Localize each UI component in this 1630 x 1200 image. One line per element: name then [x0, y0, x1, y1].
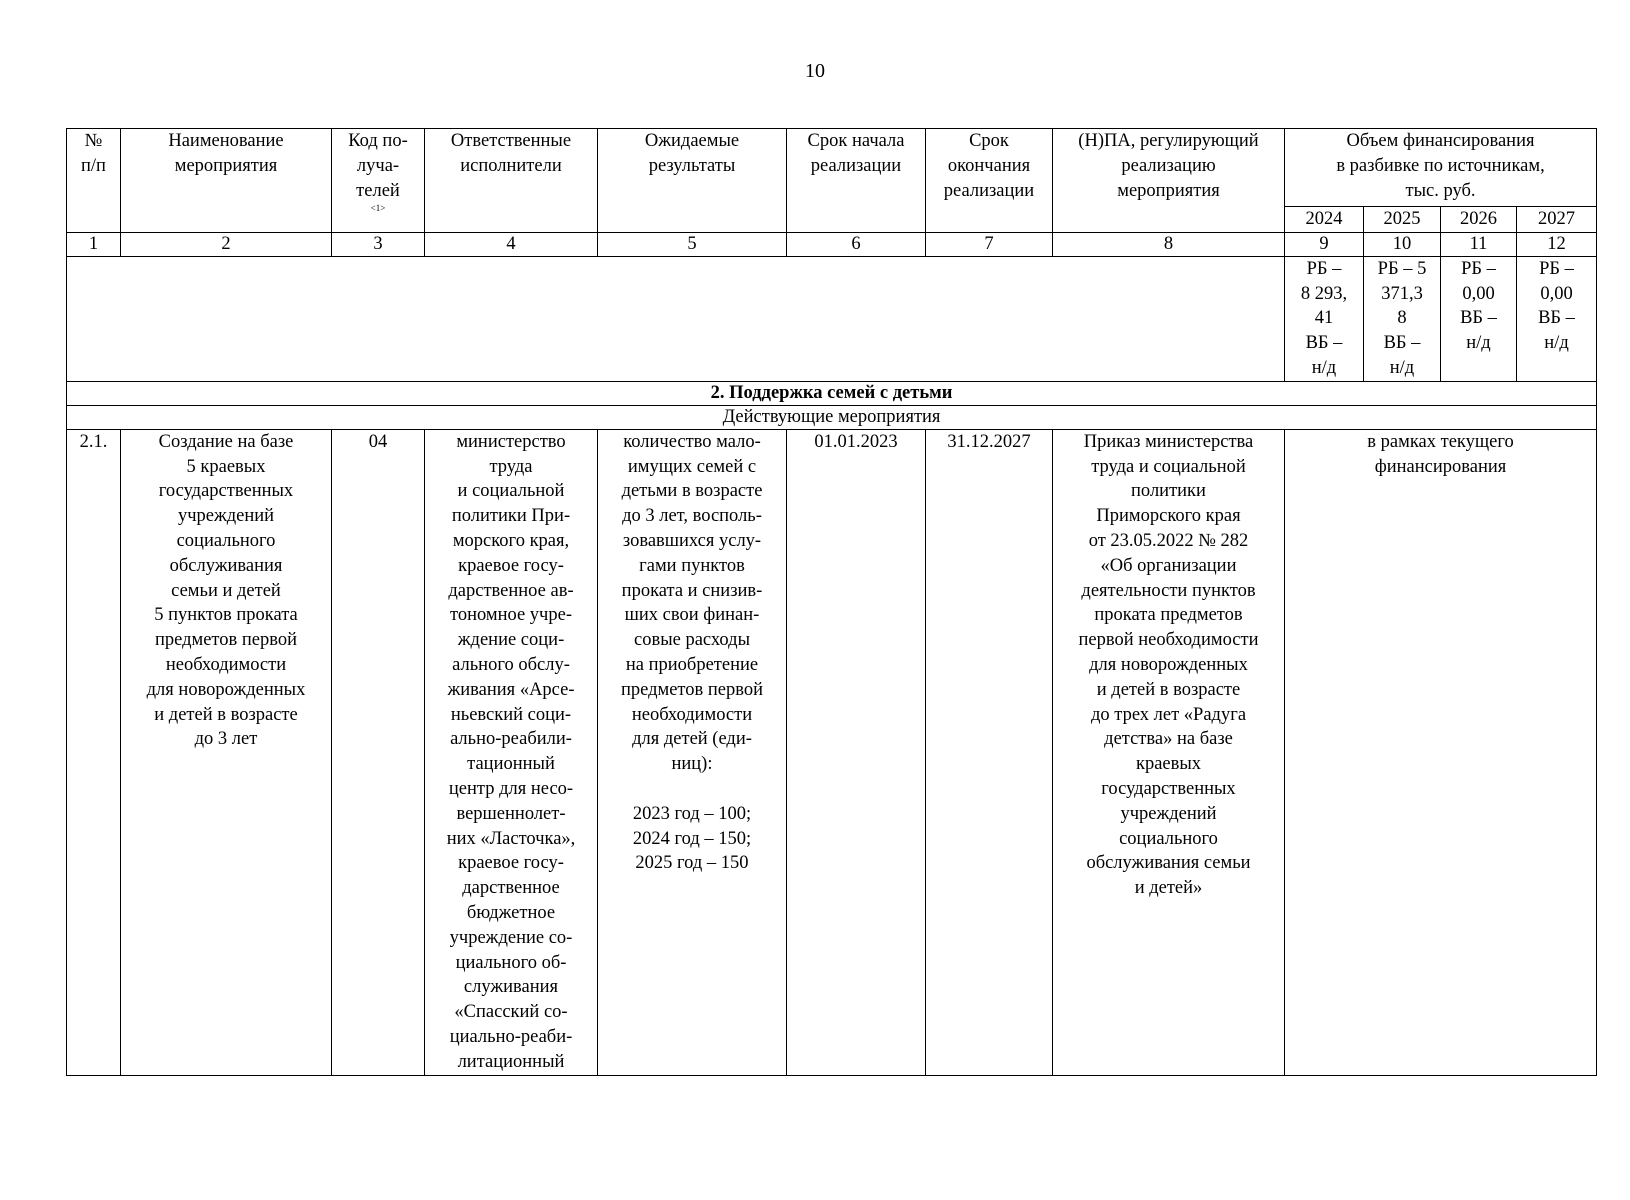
column-number: 3	[332, 232, 425, 256]
header-results: Ожидаемые результаты	[598, 129, 787, 233]
header-year-2025: 2025	[1364, 207, 1441, 233]
row-start: 01.01.2023	[787, 429, 926, 1075]
section-subtitle-row	[67, 405, 1597, 429]
funding-2026: РБ – 0,00 ВБ – н/д	[1441, 256, 1517, 381]
header-year-2026: 2026	[1441, 207, 1517, 233]
column-numbers-row	[67, 232, 1597, 256]
header-year-2024: 2024	[1285, 207, 1364, 233]
column-number: 1	[67, 232, 121, 256]
row-funding: в рамках текущего финансирования	[1285, 429, 1597, 1075]
header-end: Срок окончания реализации	[926, 129, 1053, 233]
footnote-mark: <1>	[370, 203, 386, 214]
column-number: 7	[926, 232, 1053, 256]
column-number: 12	[1517, 232, 1597, 256]
column-number: 2	[121, 232, 332, 256]
row-code: 04	[332, 429, 425, 1075]
header-name: Наименование мероприятия	[121, 129, 332, 233]
funding-totals-empty	[67, 256, 1285, 381]
header-num: № п/п	[67, 129, 121, 233]
column-number: 5	[598, 232, 787, 256]
section-title: 2. Поддержка семей с детьми	[67, 381, 1597, 405]
header-row	[67, 129, 1597, 207]
header-start: Срок начала реализации	[787, 129, 926, 233]
funding-totals-row	[67, 256, 1597, 381]
row-num: 2.1.	[67, 429, 121, 1075]
funding-2027: РБ – 0,00 ВБ – н/д	[1517, 256, 1597, 381]
header-funding: Объем финансирования в разбивке по источникам, тыс. руб.	[1285, 129, 1597, 207]
column-number: 11	[1441, 232, 1517, 256]
column-number: 4	[425, 232, 598, 256]
table-row	[67, 429, 1597, 1075]
page-number: 10	[805, 60, 825, 82]
header-executors: Ответственные исполнители	[425, 129, 598, 233]
funding-2024: РБ – 8 293, 41 ВБ – н/д	[1285, 256, 1364, 381]
header-npa: (Н)ПА, регулирующий реализацию мероприятия	[1053, 129, 1285, 233]
funding-2025: РБ – 5 371,3 8 ВБ – н/д	[1364, 256, 1441, 381]
header-year-2027: 2027	[1517, 207, 1597, 233]
row-npa: Приказ министерства труда и социальной политики Приморского края от 23.05.2022 № 282 «Об организации деятельности пунктов проката предметов первой необходимости для новорожденных и детей в возрасте до трех лет «Радуга детства» на базе краевых государственных учреждений социального обслуживания семьи и детей»	[1053, 429, 1285, 1075]
header-code: Код по- луча- телей <1>	[332, 129, 425, 233]
row-results: количество мало- имущих семей с детьми в возрасте до 3 лет, восполь- зовавшихся услу- гами пунктов проката и снизив- ших свои финан- совые расходы на приобретение предметов первой необходимости для детей (еди- ниц): 2023 год – 100; 2024 год – 150; 2025 год – 150	[598, 429, 787, 1075]
row-name: Создание на базе 5 краевых государственных учреждений социального обслуживания семьи и детей 5 пунктов проката предметов первой необходимости для новорожденных и детей в возрасте до 3 лет	[121, 429, 332, 1075]
section-title-row	[67, 381, 1597, 405]
column-number: 6	[787, 232, 926, 256]
row-end: 31.12.2027	[926, 429, 1053, 1075]
column-number: 8	[1053, 232, 1285, 256]
measures-table	[66, 128, 1597, 1076]
section-subtitle: Действующие мероприятия	[67, 405, 1597, 429]
column-number: 10	[1364, 232, 1441, 256]
column-number: 9	[1285, 232, 1364, 256]
row-executors: министерство труда и социальной политики При- морского края, краевое госу- дарственное ав- тономное учре- ждение соци- ального обслу- живания «Арсе- ньевский соци- ально-реабили- тационный центр для несо- вершеннолет- них «Ласточка», краевое госу- дарственное бюджетное учреждение со- циального об- служивания «Спасский со- циально-реаби- литационный	[425, 429, 598, 1075]
